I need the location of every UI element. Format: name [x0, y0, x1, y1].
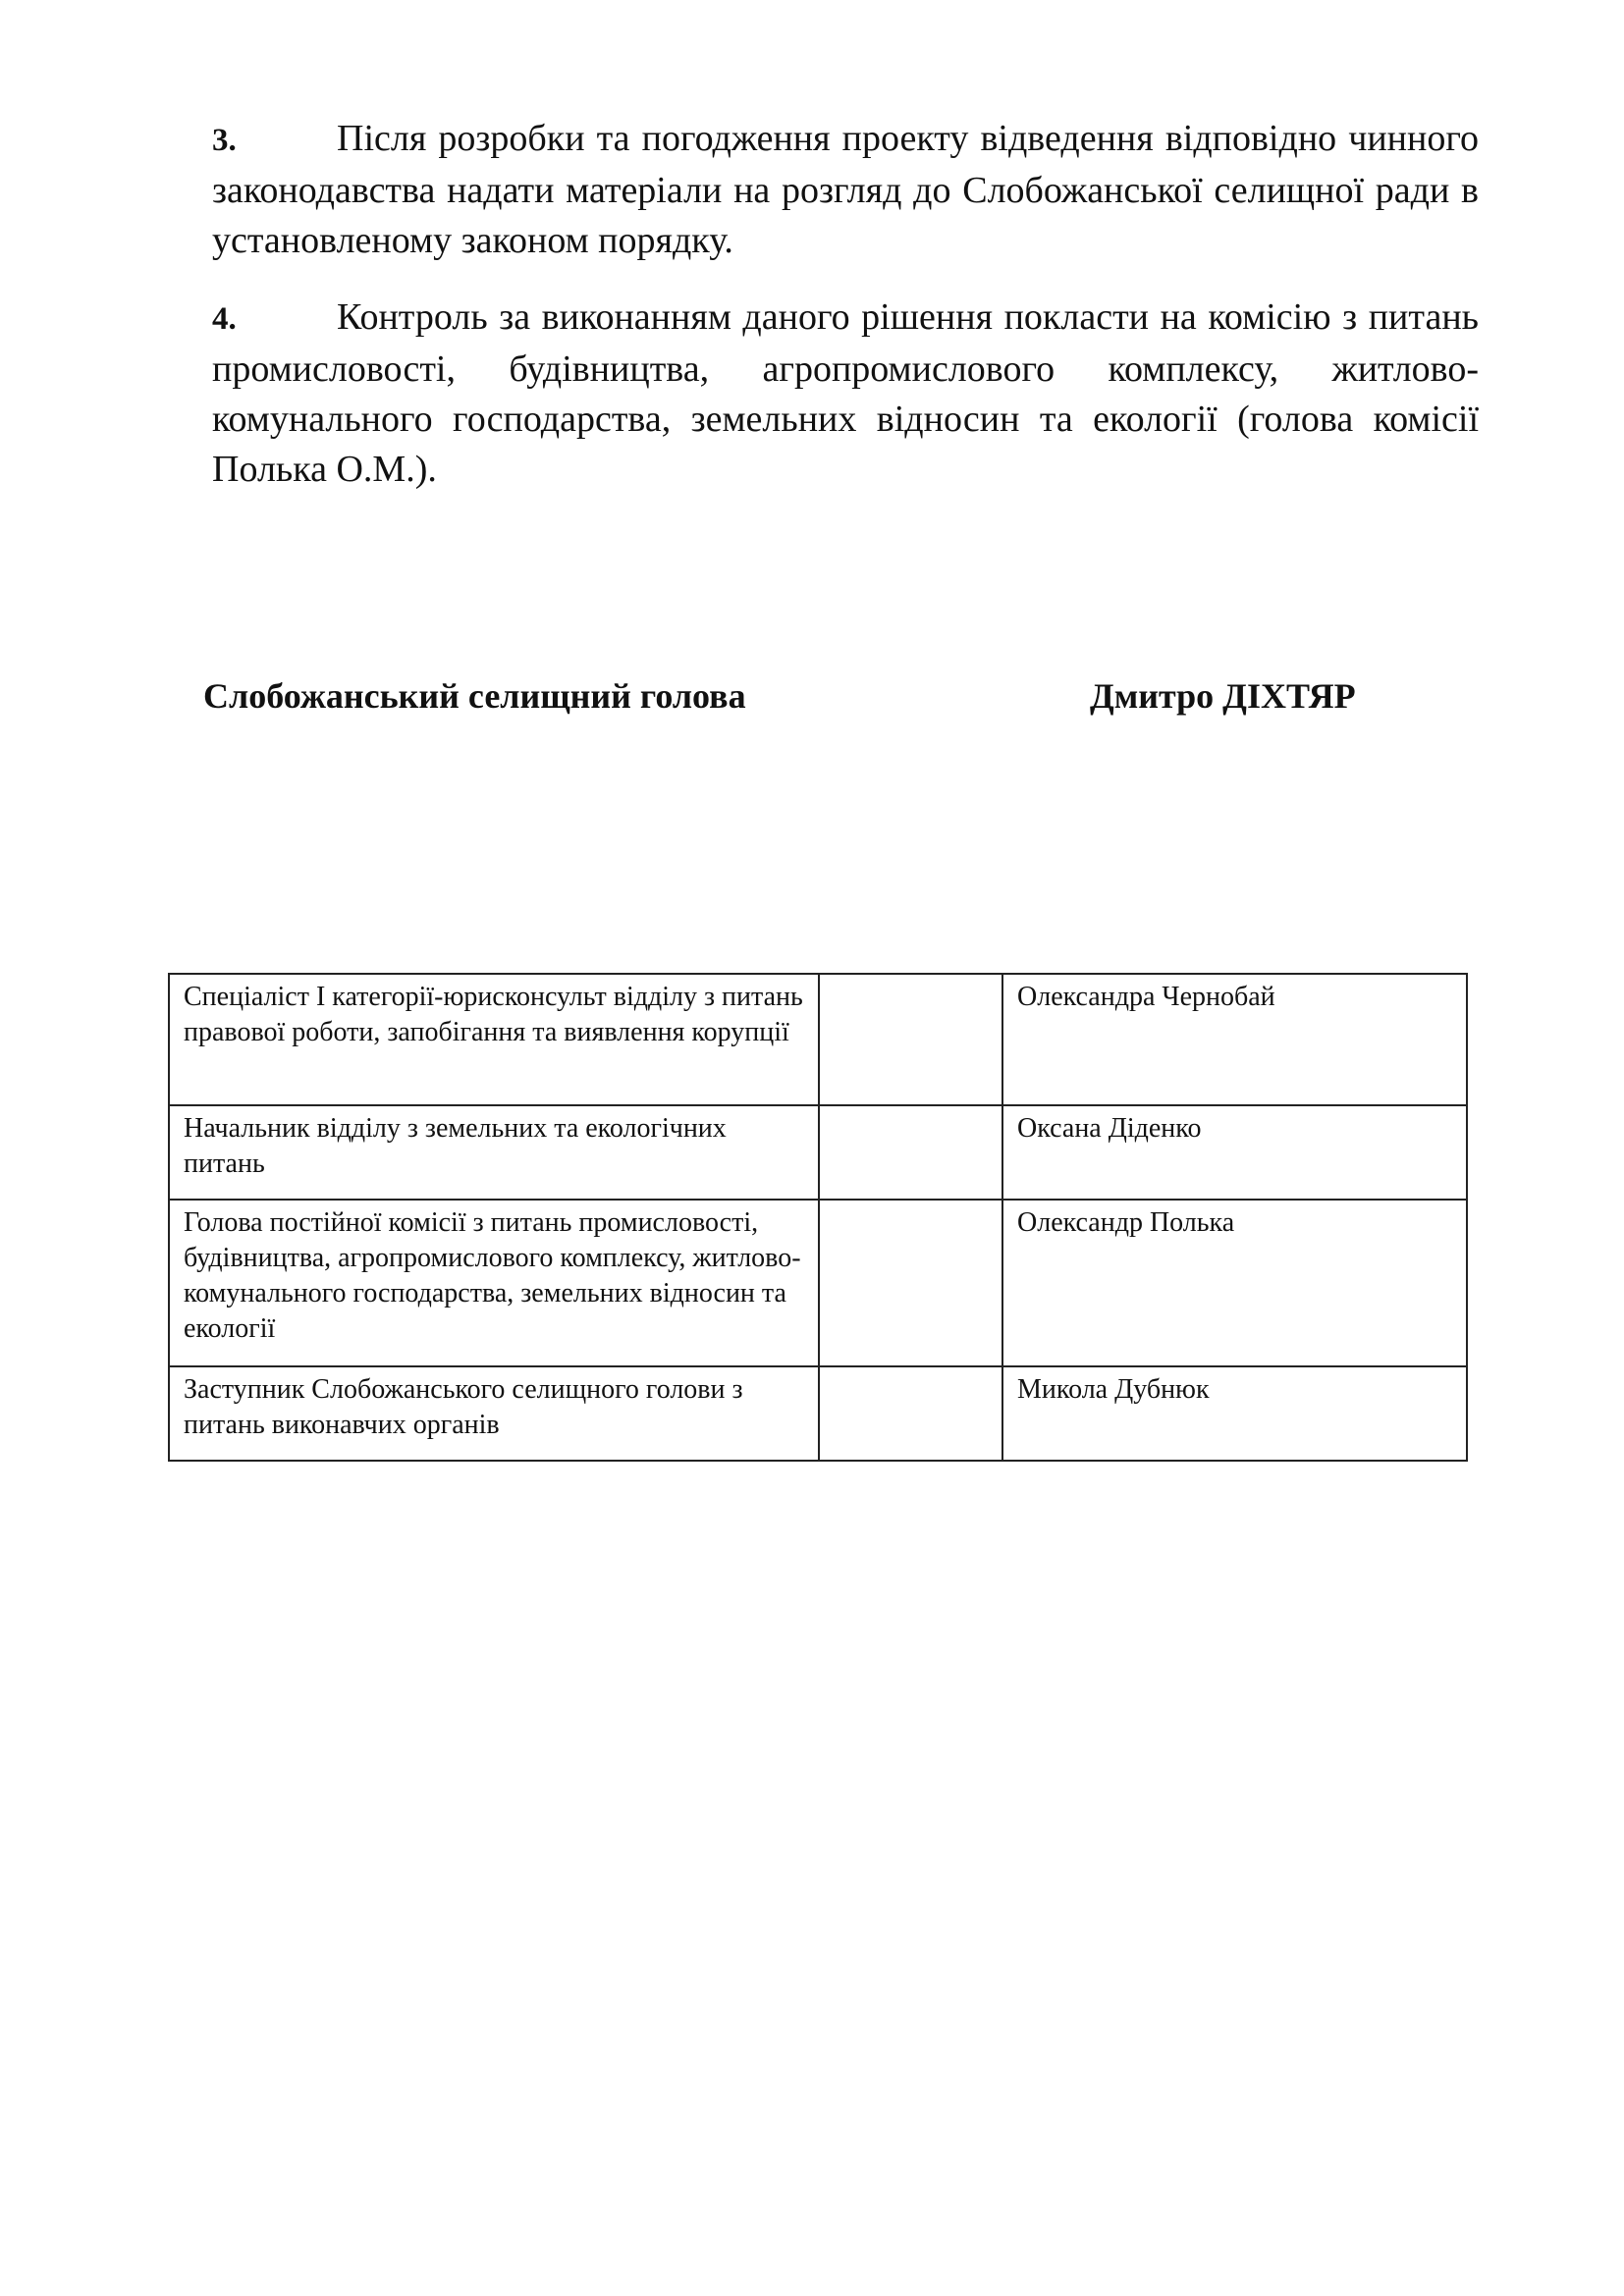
signature-cell	[819, 1200, 1002, 1366]
approver-name: Олександра Чернобай	[1002, 974, 1467, 1105]
approver-position: Спеціаліст І категорії-юрисконсульт відділу з питань правової роботи, запобігання та виявлення корупції	[169, 974, 819, 1105]
approver-position: Голова постійної комісії з питань промисловості, будівництва, агропромислового комплексу, житлово-комунального господарства, земельних відносин та екології	[169, 1200, 819, 1366]
signature-cell	[819, 1105, 1002, 1200]
signatory-title: Слобожанський селищний голова	[203, 676, 746, 716]
signature-cell	[819, 974, 1002, 1105]
table-row	[169, 1105, 1467, 1200]
paragraph-4	[212, 293, 1479, 495]
table-row	[169, 1200, 1467, 1366]
signatory-name: Дмитро ДІХТЯР	[1090, 676, 1356, 716]
approver-name: Микола Дубнюк	[1002, 1366, 1467, 1461]
table-row	[169, 1366, 1467, 1461]
paragraph-3	[212, 114, 1479, 266]
paragraph-number: 3.	[212, 123, 237, 158]
paragraph-number: 4.	[212, 301, 237, 337]
paragraph-text: Після розробки та погодження проекту відведення відповідно чинного законодавства надати матеріали на розгляд до Слобожанської селищної ради в установленому законом порядку.	[212, 118, 1479, 261]
approval-table	[168, 973, 1468, 1462]
approver-position: Заступник Слобожанського селищного голови з питань виконавчих органів	[169, 1366, 819, 1461]
table-row	[169, 974, 1467, 1105]
paragraph-text: Контроль за виконанням даного рішення покласти на комісію з питань промисловості, будівництва, агропромислового комплексу, житлово-комунального господарства, земельних відносин та екології (голова комісії Полька О.М.).	[212, 296, 1479, 490]
approver-name: Олександр Полька	[1002, 1200, 1467, 1366]
approver-position: Начальник відділу з земельних та екологічних питань	[169, 1105, 819, 1200]
approver-name: Оксана Діденко	[1002, 1105, 1467, 1200]
signature-cell	[819, 1366, 1002, 1461]
